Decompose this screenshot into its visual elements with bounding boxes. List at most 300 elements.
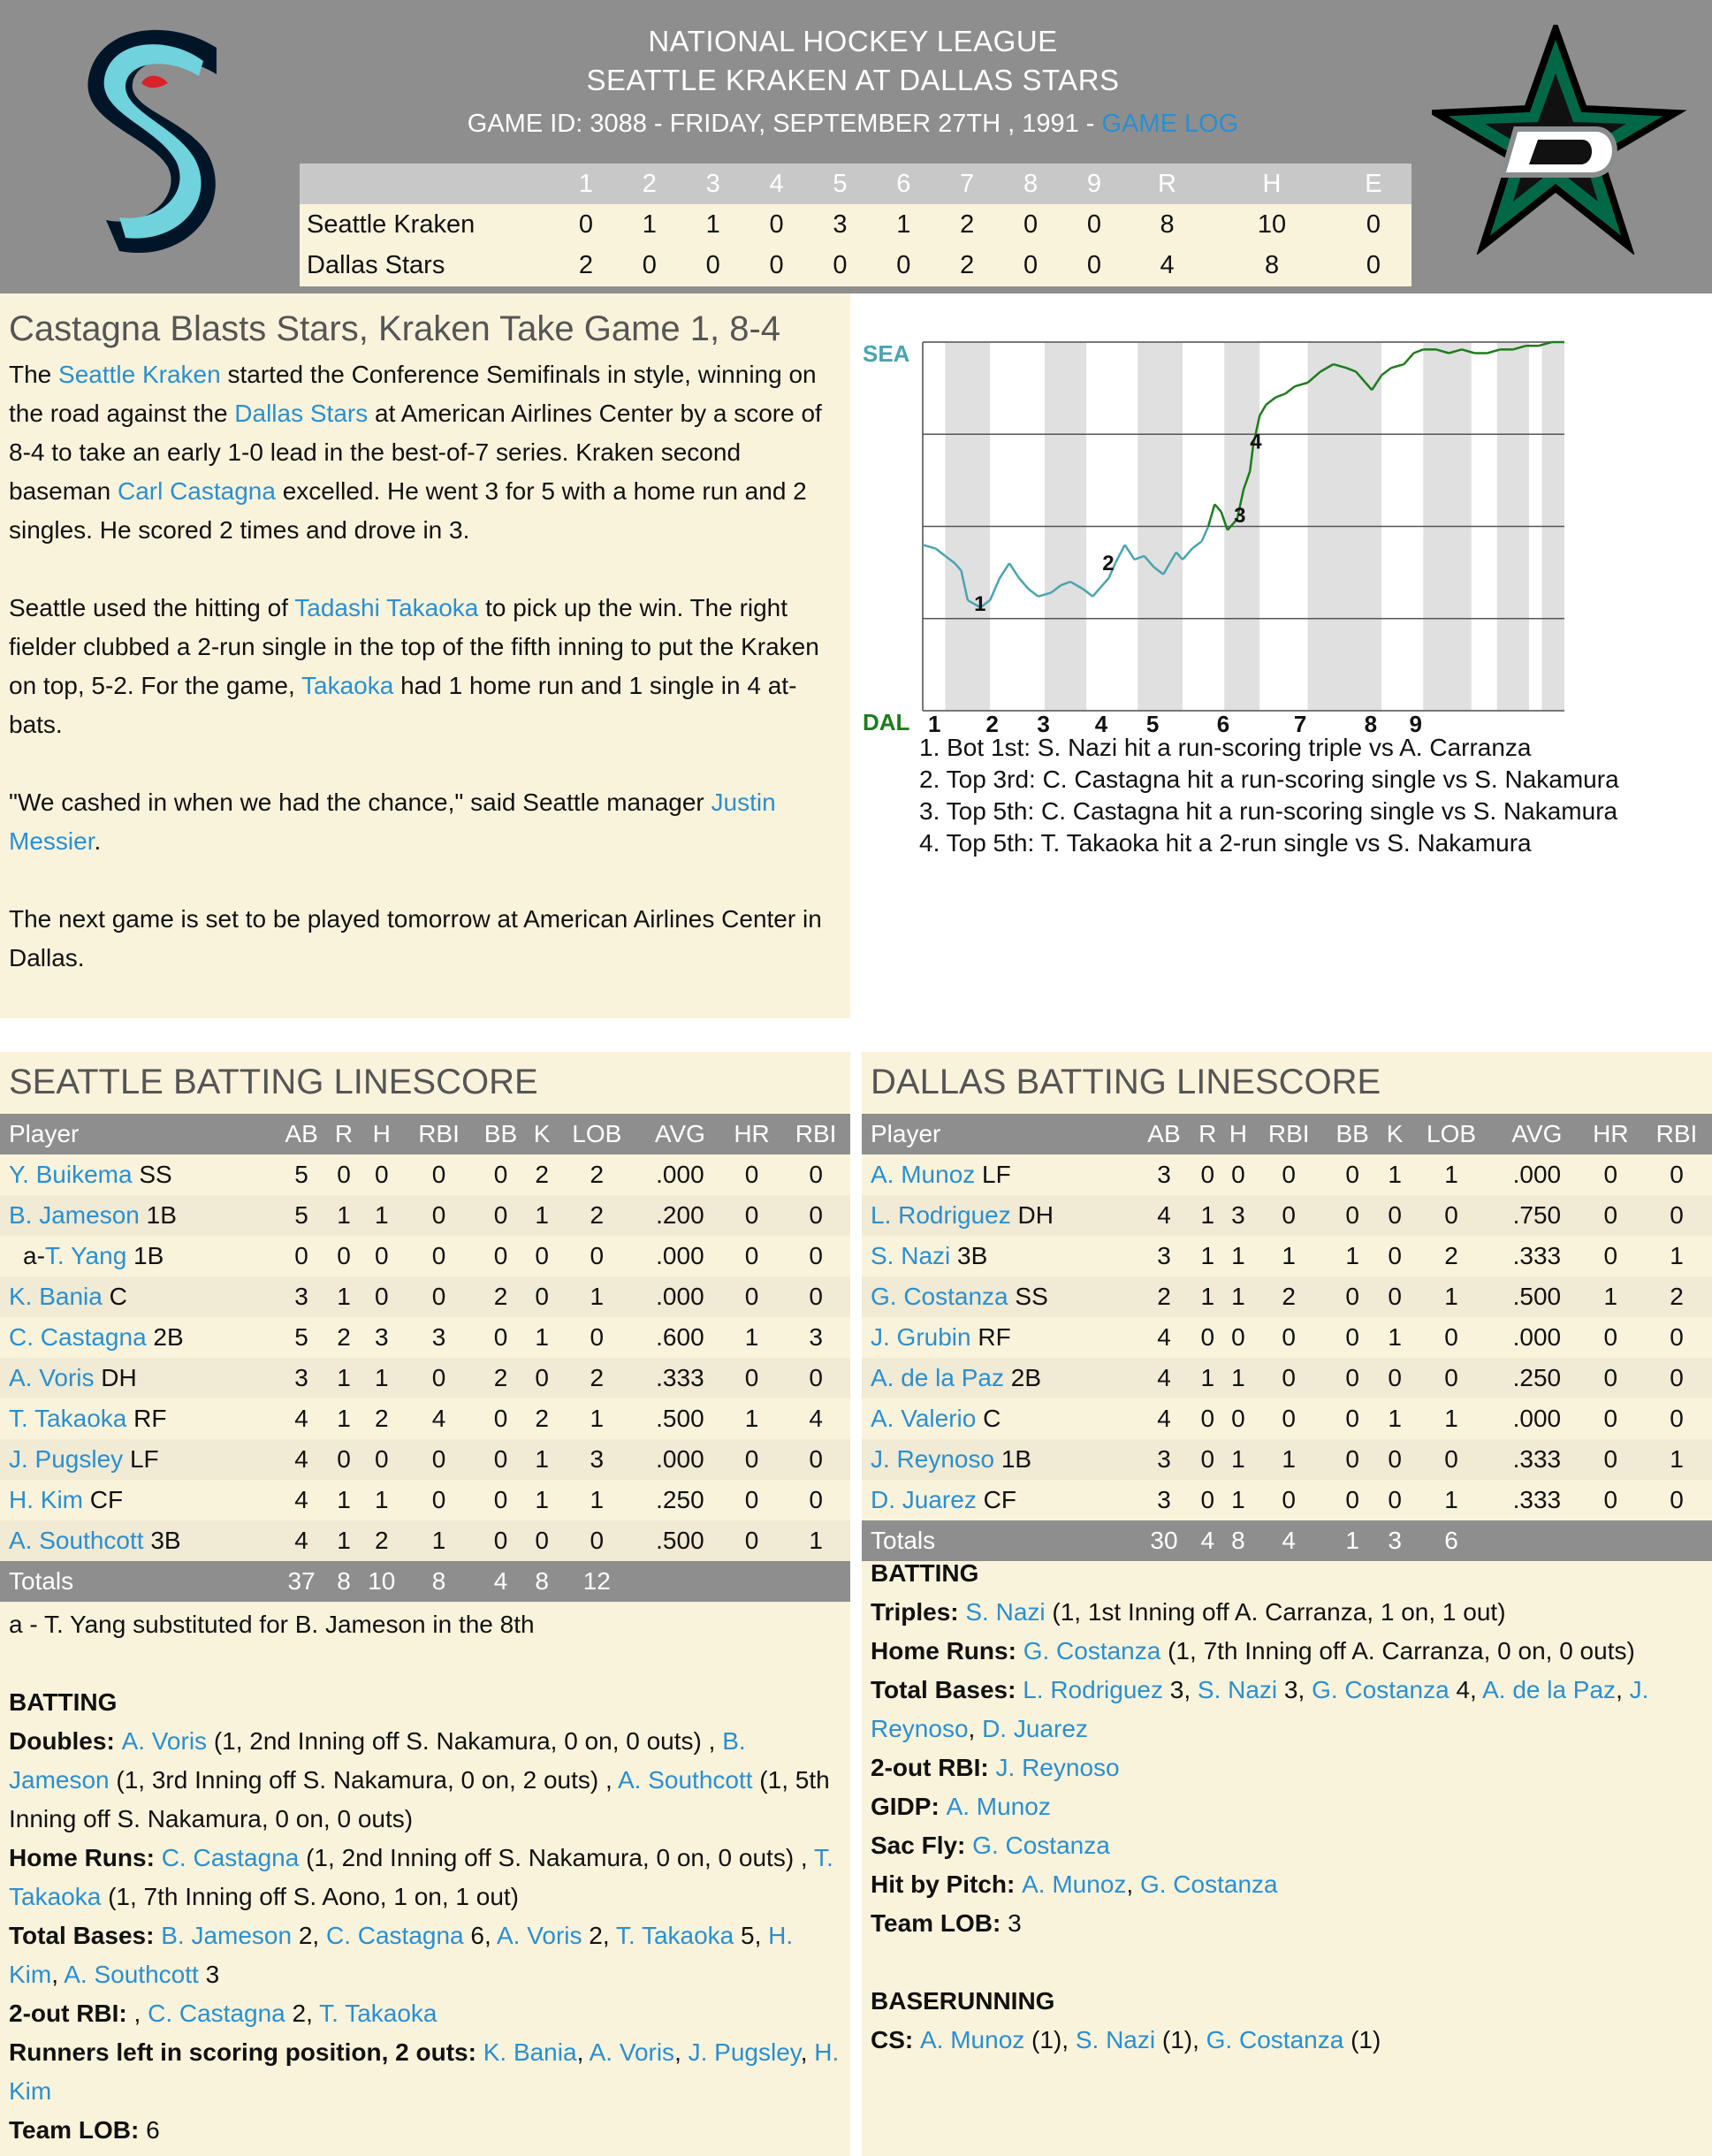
stat-cell: 1 [1409, 1154, 1494, 1195]
player-cell [862, 1398, 1136, 1439]
batting-row [0, 1154, 850, 1195]
detail-label: Runners left in scoring position, 2 outs: [9, 2038, 483, 2066]
stat-cell: 0 [1580, 1398, 1641, 1439]
x-tick-label: 2 [985, 711, 999, 735]
stat-cell: 0 [329, 1236, 359, 1276]
batting-row [0, 1520, 850, 1561]
player-cell [0, 1520, 274, 1561]
stat-cell: 5 [274, 1195, 329, 1236]
chart-note: 2. Top 3rd: C. Castagna hit a run-scoring single vs S. Nakamura [919, 766, 1619, 793]
player-cell [0, 1236, 274, 1276]
player-link[interactable]: T. Takaoka [9, 1844, 833, 1910]
stat-cell: 0 [1253, 1480, 1324, 1520]
batting-header-cell: AVG [638, 1114, 722, 1154]
stat-cell: 1 [1223, 1480, 1254, 1520]
stat-cell: 0 [781, 1358, 850, 1398]
win-prob-segment [1208, 504, 1214, 526]
player-position: C [976, 1405, 1001, 1432]
chart-annotation: 1 [974, 592, 986, 617]
dallas-batting-details [871, 1554, 1701, 2060]
stat-cell: 0 [1324, 1480, 1381, 1520]
totals-cell: 10 [359, 1561, 405, 1602]
detail-line: 2-out RBI: , C. Castagna 2, T. Takaoka [9, 2000, 438, 2027]
linescore-cell: 1 [705, 210, 720, 239]
story-link[interactable]: Takaoka [301, 672, 394, 699]
detail-label: Sac Fly: [871, 1832, 973, 1859]
stat-cell: 3 [405, 1317, 474, 1358]
totals-cell [638, 1561, 722, 1602]
story-link[interactable]: Carl Castagna [117, 477, 276, 505]
batting-row [0, 1195, 850, 1236]
stat-cell: 0 [329, 1154, 359, 1195]
stat-cell: 1 [1580, 1276, 1641, 1317]
stat-cell: 0 [1580, 1154, 1641, 1195]
stat-cell: 1 [529, 1439, 556, 1480]
detail-label: 2-out RBI: [871, 1754, 996, 1781]
game-log-link[interactable]: GAME LOG [1101, 110, 1239, 138]
player-cell [862, 1195, 1136, 1236]
player-link[interactable]: B. Jameson [9, 1727, 746, 1794]
player-link[interactable]: J. Pugsley [688, 2038, 801, 2066]
stat-cell: 0 [781, 1154, 850, 1195]
stat-cell: 1 [359, 1480, 405, 1520]
stat-cell: 3 [1136, 1236, 1192, 1276]
stat-cell: .200 [638, 1195, 722, 1236]
player-link[interactable]: T. Yang [44, 1242, 127, 1269]
win-probability-chart [850, 293, 1712, 1018]
stat-cell: 2 [359, 1520, 405, 1561]
stat-cell: 0 [1324, 1276, 1381, 1317]
section-heading-text: BATTING [871, 1559, 979, 1587]
player-link[interactable]: T. Takaoka [615, 1922, 734, 1949]
game-info-text: GAME ID: 3088 - FRIDAY, SEPTEMBER 27TH , 1991 - [467, 110, 1102, 138]
player-link[interactable]: A. Munoz [946, 1793, 1051, 1820]
stat-cell: 0 [1580, 1317, 1641, 1358]
stat-cell: 0 [1409, 1439, 1494, 1480]
player-link[interactable]: J. Reynoso [995, 1754, 1120, 1781]
stat-cell: .333 [1494, 1480, 1580, 1520]
player-link[interactable]: A. de la Paz [871, 1364, 1004, 1391]
stat-cell: 1 [1409, 1276, 1494, 1317]
stat-cell: 0 [1223, 1317, 1254, 1358]
detail-label: GIDP: [871, 1793, 947, 1820]
batting-header-cell: LOB [556, 1114, 638, 1154]
detail-label: Team LOB: [871, 1909, 1008, 1937]
win-prob-segment [936, 549, 946, 556]
player-link[interactable]: G. Costanza [1139, 1870, 1278, 1898]
sub-prefix: a- [23, 1242, 45, 1269]
player-link[interactable]: S. Nazi [1197, 1676, 1278, 1703]
story-paragraph: The Seattle Kraken started the Conference Semifinals in style, winning on the road against the Dallas Stars at American Airlines Center by a score of 8-4 to take an early 1-0 lead in the best-of-7 series. Kraken second baseman Carl Castagna excelled. He went 3 for 5 with a home run and 2 singles. He scored 2 times and drove in 3. [9, 361, 822, 544]
stat-cell: 5 [274, 1317, 329, 1358]
detail-label: Total Bases: [871, 1676, 1023, 1703]
stat-cell: 0 [1641, 1358, 1712, 1398]
section-heading [871, 1982, 1701, 2021]
player-link[interactable]: G. Costanza [1023, 1637, 1161, 1665]
player-cell [862, 1154, 1136, 1195]
totals-cell: 4 [1192, 1520, 1223, 1561]
stat-cell: 0 [1324, 1439, 1381, 1480]
stat-cell: 2 [473, 1358, 528, 1398]
stat-cell: 1 [329, 1276, 359, 1317]
linescore-header-cell: 8 [999, 164, 1062, 204]
linescore-header-cell: 7 [935, 164, 999, 204]
dallas-batting-panel [862, 1052, 1712, 2156]
detail-label: Home Runs: [871, 1637, 1023, 1665]
game-info [301, 110, 1405, 139]
stat-cell: 1 [1192, 1358, 1223, 1398]
section-heading-text: BATTING [9, 1688, 118, 1716]
linescore-cell: 0 [1086, 250, 1101, 279]
stat-cell: 0 [405, 1236, 474, 1276]
player-link[interactable]: G. Costanza [871, 1283, 1008, 1310]
stat-cell: .500 [1494, 1276, 1580, 1317]
player-cell [862, 1439, 1136, 1480]
player-position: 3B [950, 1242, 988, 1269]
detail-line [871, 1748, 1701, 1787]
linescore-cell: 2 [578, 250, 593, 279]
stat-cell: 0 [473, 1398, 528, 1439]
chart-annotation: 3 [1234, 503, 1246, 528]
stat-cell: 1 [1223, 1358, 1254, 1398]
stat-cell: 1 [1192, 1236, 1223, 1276]
batting-header-cell: K [529, 1114, 556, 1154]
batting-header-cell: AVG [1494, 1114, 1580, 1154]
stat-cell: 0 [359, 1439, 405, 1480]
stat-cell: 0 [722, 1236, 781, 1276]
player-link[interactable]: J. Reynoso [871, 1676, 1649, 1742]
totals-cell: 4 [1253, 1520, 1324, 1561]
totals-row [0, 1561, 850, 1602]
player-link[interactable]: S. Nazi [965, 1598, 1046, 1626]
stat-cell: 4 [274, 1398, 329, 1439]
player-link[interactable]: G. Costanza [1312, 1676, 1449, 1703]
seattle-batting-table [0, 1114, 850, 1602]
stat-cell: 1 [722, 1398, 781, 1439]
batting-row [0, 1439, 850, 1480]
linescore-header-cell: 6 [871, 164, 935, 204]
stat-cell: 0 [1580, 1195, 1641, 1236]
win-prob-segment [1202, 527, 1208, 542]
player-link[interactable]: D. Juarez [871, 1486, 977, 1513]
stat-cell: 0 [1223, 1154, 1254, 1195]
win-prob-segment [1285, 386, 1295, 393]
stat-cell: .333 [1494, 1236, 1580, 1276]
batting-row [862, 1398, 1712, 1439]
stat-cell: 1 [1381, 1154, 1409, 1195]
win-prob-segment [1183, 549, 1192, 560]
player-link[interactable]: G. Costanza [1206, 2026, 1344, 2053]
batting-header-cell: H [1223, 1114, 1254, 1154]
player-position: C [102, 1283, 127, 1310]
stat-cell: 0 [405, 1195, 474, 1236]
story-link[interactable]: Tadashi Takaoka [294, 594, 479, 621]
stat-cell: 2 [1409, 1236, 1494, 1276]
player-link[interactable]: A. Voris [9, 1364, 95, 1391]
player-link[interactable]: J. Reynoso [871, 1445, 995, 1473]
dallas-stars-logo [1432, 25, 1697, 255]
batting-row [0, 1398, 850, 1439]
batting-row [0, 1276, 850, 1317]
win-prob-segment [1391, 364, 1404, 368]
stat-cell: 0 [529, 1236, 556, 1276]
player-link[interactable]: A. Southcott [617, 1766, 753, 1794]
stat-cell: 0 [1324, 1358, 1381, 1398]
stat-cell: 1 [1641, 1439, 1712, 1480]
section-heading [9, 1683, 840, 1722]
linescore-team-name: Dallas Stars [307, 250, 445, 279]
player-link[interactable]: J. Grubin [871, 1323, 971, 1351]
x-tick-label: 7 [1293, 711, 1307, 735]
detail-line: Total Bases: B. Jameson 2, C. Castagna 6, A. Voris 2, T. Takaoka 5, H. Kim, A. Southcott 3 [9, 1922, 794, 1988]
stat-cell: 0 [722, 1276, 781, 1317]
stat-cell: .000 [638, 1154, 722, 1195]
win-prob-segment [990, 578, 1000, 600]
totals-label: Totals [0, 1561, 274, 1602]
player-position: 1B [994, 1445, 1032, 1473]
player-link[interactable]: A. Voris [121, 1727, 208, 1755]
stat-cell: 1 [1253, 1236, 1324, 1276]
player-link[interactable]: A. Voris [497, 1922, 582, 1949]
matchup-title: SEATTLE KRAKEN AT DALLAS STARS [586, 64, 1120, 96]
player-link[interactable]: K. Bania [9, 1283, 103, 1310]
detail-label: CS: [871, 2026, 920, 2053]
stat-cell: 1 [1192, 1276, 1223, 1317]
linescore-header-row [300, 164, 1411, 204]
story-paragraph: Seattle used the hitting of Tadashi Takaoka to pick up the win. The right fielder clubbed a 2-run single in the top of the fifth inning to put the Kraken on top, 5-2. For the game, Takaoka had 1 home run and 1 single in 4 at-bats. [9, 594, 819, 738]
player-link[interactable]: G. Costanza [972, 1832, 1110, 1859]
chart-annotation: 2 [1102, 552, 1115, 576]
x-tick-label: 8 [1364, 711, 1378, 735]
player-cell [0, 1317, 274, 1358]
story-link[interactable]: Justin Messier [9, 789, 776, 855]
player-link[interactable]: T. Takaoka [319, 2000, 438, 2027]
linescore-cell: 0 [1366, 210, 1381, 239]
chart-note: 1. Bot 1st: S. Nazi hit a run-scoring triple vs A. Carranza [919, 734, 1532, 761]
stat-cell: 5 [274, 1154, 329, 1195]
stat-cell: 1 [529, 1317, 556, 1358]
detail-label: Doubles: [9, 1727, 122, 1755]
stat-cell: 0 [1381, 1439, 1409, 1480]
stat-cell: 4 [274, 1520, 329, 1561]
stat-cell: 0 [1381, 1195, 1409, 1236]
win-prob-segment [1295, 383, 1308, 386]
stat-cell: 0 [781, 1195, 850, 1236]
player-position: LF [123, 1445, 159, 1473]
batting-row [862, 1439, 1712, 1480]
player-position: RF [970, 1323, 1011, 1351]
stat-cell: 0 [405, 1276, 474, 1317]
player-cell [862, 1358, 1136, 1398]
stat-cell: 0 [529, 1520, 556, 1561]
player-position: RF [126, 1405, 167, 1432]
stat-cell: 0 [722, 1480, 781, 1520]
stat-cell: 2 [556, 1195, 638, 1236]
story-body [9, 355, 840, 1017]
player-link[interactable]: B. Jameson [161, 1922, 293, 1949]
player-link[interactable]: A. Munoz [871, 1161, 976, 1188]
batting-header-cell: RBI [405, 1114, 474, 1154]
batting-header-cell: HR [722, 1114, 781, 1154]
player-link[interactable]: A. Southcott [9, 1527, 144, 1554]
player-position: 1B [139, 1201, 177, 1229]
stat-cell: 4 [1136, 1358, 1192, 1398]
story-paragraph: The next game is set to be played tomorrow at American Airlines Center in Dallas. [9, 905, 822, 971]
stat-cell: 3 [1136, 1480, 1192, 1520]
player-position: 1B [126, 1242, 164, 1269]
totals-cell [722, 1561, 781, 1602]
x-tick-label: 4 [1094, 711, 1108, 735]
stat-cell: 0 [1409, 1358, 1494, 1398]
story-link[interactable]: Seattle Kraken [58, 361, 221, 388]
stat-cell: 0 [556, 1317, 638, 1358]
linescore-cell: 2 [960, 210, 975, 239]
seattle-kraken-logo [35, 12, 256, 269]
player-cell [0, 1439, 274, 1480]
stat-cell: 0 [329, 1439, 359, 1480]
player-link[interactable]: A. Valerio [871, 1405, 977, 1432]
player-link[interactable]: L. Rodriguez [871, 1201, 1011, 1229]
game-story [0, 293, 850, 1018]
batting-header-cell: BB [1324, 1114, 1381, 1154]
stat-cell: 0 [405, 1480, 474, 1520]
seattle-batting-panel [0, 1052, 850, 2156]
seattle-batting-details [9, 1605, 840, 2150]
player-link[interactable]: H. Kim [9, 2038, 840, 2105]
totals-cell: 8 [1223, 1520, 1254, 1561]
stat-cell: 0 [1223, 1398, 1254, 1439]
player-link[interactable]: S. Nazi [1075, 2026, 1156, 2053]
stat-cell: 3 [1136, 1154, 1192, 1195]
player-link[interactable]: J. Pugsley [9, 1445, 124, 1473]
story-headline: Castagna Blasts Stars, Kraken Take Game 1, 8-4 [9, 309, 781, 348]
linescore-cell: 1 [642, 210, 657, 239]
linescore-cell: 0 [705, 250, 720, 279]
linescore-cell: 0 [896, 250, 911, 279]
game-header [0, 0, 1712, 293]
totals-cell: 6 [1409, 1520, 1494, 1561]
stat-cell: 0 [274, 1236, 329, 1276]
stat-cell: 0 [473, 1236, 528, 1276]
chart-bottom-label: DAL [863, 709, 910, 735]
spacer [9, 1644, 840, 1683]
totals-cell [781, 1561, 850, 1602]
player-link[interactable]: A. Munoz [1022, 1870, 1127, 1898]
stat-cell: .250 [638, 1480, 722, 1520]
player-link[interactable]: B. Jameson [9, 1201, 140, 1229]
player-link[interactable]: Y. Buikema [9, 1161, 133, 1188]
stat-cell: 1 [722, 1317, 781, 1358]
player-cell [862, 1276, 1136, 1317]
player-link[interactable]: D. Juarez [982, 1715, 1088, 1742]
batting-row [862, 1236, 1712, 1276]
batting-row [0, 1317, 850, 1358]
totals-cell: 3 [1381, 1520, 1409, 1561]
player-link[interactable]: K. Bania [483, 2038, 577, 2066]
win-prob-segment [1092, 585, 1102, 597]
player-cell [0, 1154, 274, 1195]
detail-label: Triples: [871, 1598, 966, 1626]
batting-header-cell: RBI [1253, 1114, 1324, 1154]
player-link[interactable]: A. Munoz [920, 2026, 1025, 2053]
player-cell [0, 1398, 274, 1439]
substitution-note: a - T. Yang substituted for B. Jameson in the 8th [9, 1611, 535, 1638]
player-link[interactable]: H. Kim [9, 1486, 83, 1513]
league-title: NATIONAL HOCKEY LEAGUE [648, 25, 1058, 57]
stat-cell: 3 [274, 1276, 329, 1317]
batting-row [862, 1154, 1712, 1195]
stat-cell: 0 [781, 1480, 850, 1520]
stat-cell: 2 [329, 1317, 359, 1358]
stat-cell: 1 [329, 1195, 359, 1236]
dallas-batting-title: DALLAS BATTING LINESCORE [871, 1063, 1381, 1101]
detail-line: Hit by Pitch: A. Munoz, G. Costanza [871, 1870, 1278, 1898]
linescore-cell: 0 [1086, 210, 1101, 239]
player-link[interactable]: C. Castagna [325, 1922, 464, 1949]
stat-cell: 1 [329, 1480, 359, 1520]
win-prob-segment [1029, 589, 1039, 596]
batting-header-cell: Player [862, 1114, 1136, 1154]
stat-cell: 0 [1641, 1480, 1712, 1520]
stat-cell: 0 [1253, 1358, 1324, 1398]
batting-header-cell: RBI [781, 1114, 850, 1154]
stat-cell: 1 [1324, 1236, 1381, 1276]
stat-cell: 1 [359, 1358, 405, 1398]
stat-cell: 1 [359, 1195, 405, 1236]
story-paragraph: "We cashed in when we had the chance," said Seattle manager Justin Messier. [9, 789, 776, 855]
linescore-cell: 1 [896, 210, 911, 239]
linescore-header-cell: 1 [554, 164, 618, 204]
stat-cell: 0 [1580, 1358, 1641, 1398]
linescore-cell: 0 [1366, 250, 1381, 279]
player-link[interactable]: A. de la Paz [1482, 1676, 1617, 1703]
player-position: SS [1008, 1283, 1048, 1310]
detail-line [871, 1826, 1701, 1865]
stat-cell: 0 [529, 1276, 556, 1317]
player-link[interactable]: C. Castagna [148, 2000, 285, 2027]
stat-cell: 0 [1381, 1236, 1409, 1276]
stat-cell: .750 [1494, 1195, 1580, 1236]
batting-header-cell: R [1192, 1114, 1223, 1154]
detail-line: Runners left in scoring position, 2 outs: K. Bania, A. Voris, J. Pugsley, H. Kim [9, 2038, 840, 2105]
batting-header-row [0, 1114, 850, 1154]
player-link[interactable]: C. Castagna [9, 1323, 147, 1351]
stat-cell: .500 [638, 1520, 722, 1561]
player-position: CF [83, 1486, 124, 1513]
win-prob-segment [1259, 405, 1266, 416]
detail-label: Total Bases: [9, 1922, 162, 1949]
totals-cell: 8 [329, 1561, 359, 1602]
linescore-header-cell: 5 [809, 164, 872, 204]
player-link[interactable]: L. Rodriguez [1023, 1676, 1163, 1703]
linescore-header-cell: R [1126, 164, 1208, 204]
story-link[interactable]: Dallas Stars [234, 400, 369, 427]
player-link[interactable]: S. Nazi [871, 1242, 951, 1269]
player-link[interactable]: T. Takaoka [9, 1405, 127, 1432]
player-link[interactable]: A. Southcott [64, 1961, 199, 1988]
stat-cell: 0 [722, 1195, 781, 1236]
player-link[interactable]: H. Kim [9, 1922, 794, 1988]
stat-cell: 1 [781, 1520, 850, 1561]
stat-cell: 2 [529, 1398, 556, 1439]
linescore-cell: 4 [1160, 250, 1175, 279]
player-link[interactable]: C. Castagna [161, 1844, 300, 1871]
player-link[interactable]: A. Voris [589, 2038, 675, 2066]
batting-row [0, 1358, 850, 1398]
stat-cell: 0 [1641, 1317, 1712, 1358]
batting-header-cell: Player [0, 1114, 274, 1154]
stat-cell: 1 [1409, 1398, 1494, 1439]
